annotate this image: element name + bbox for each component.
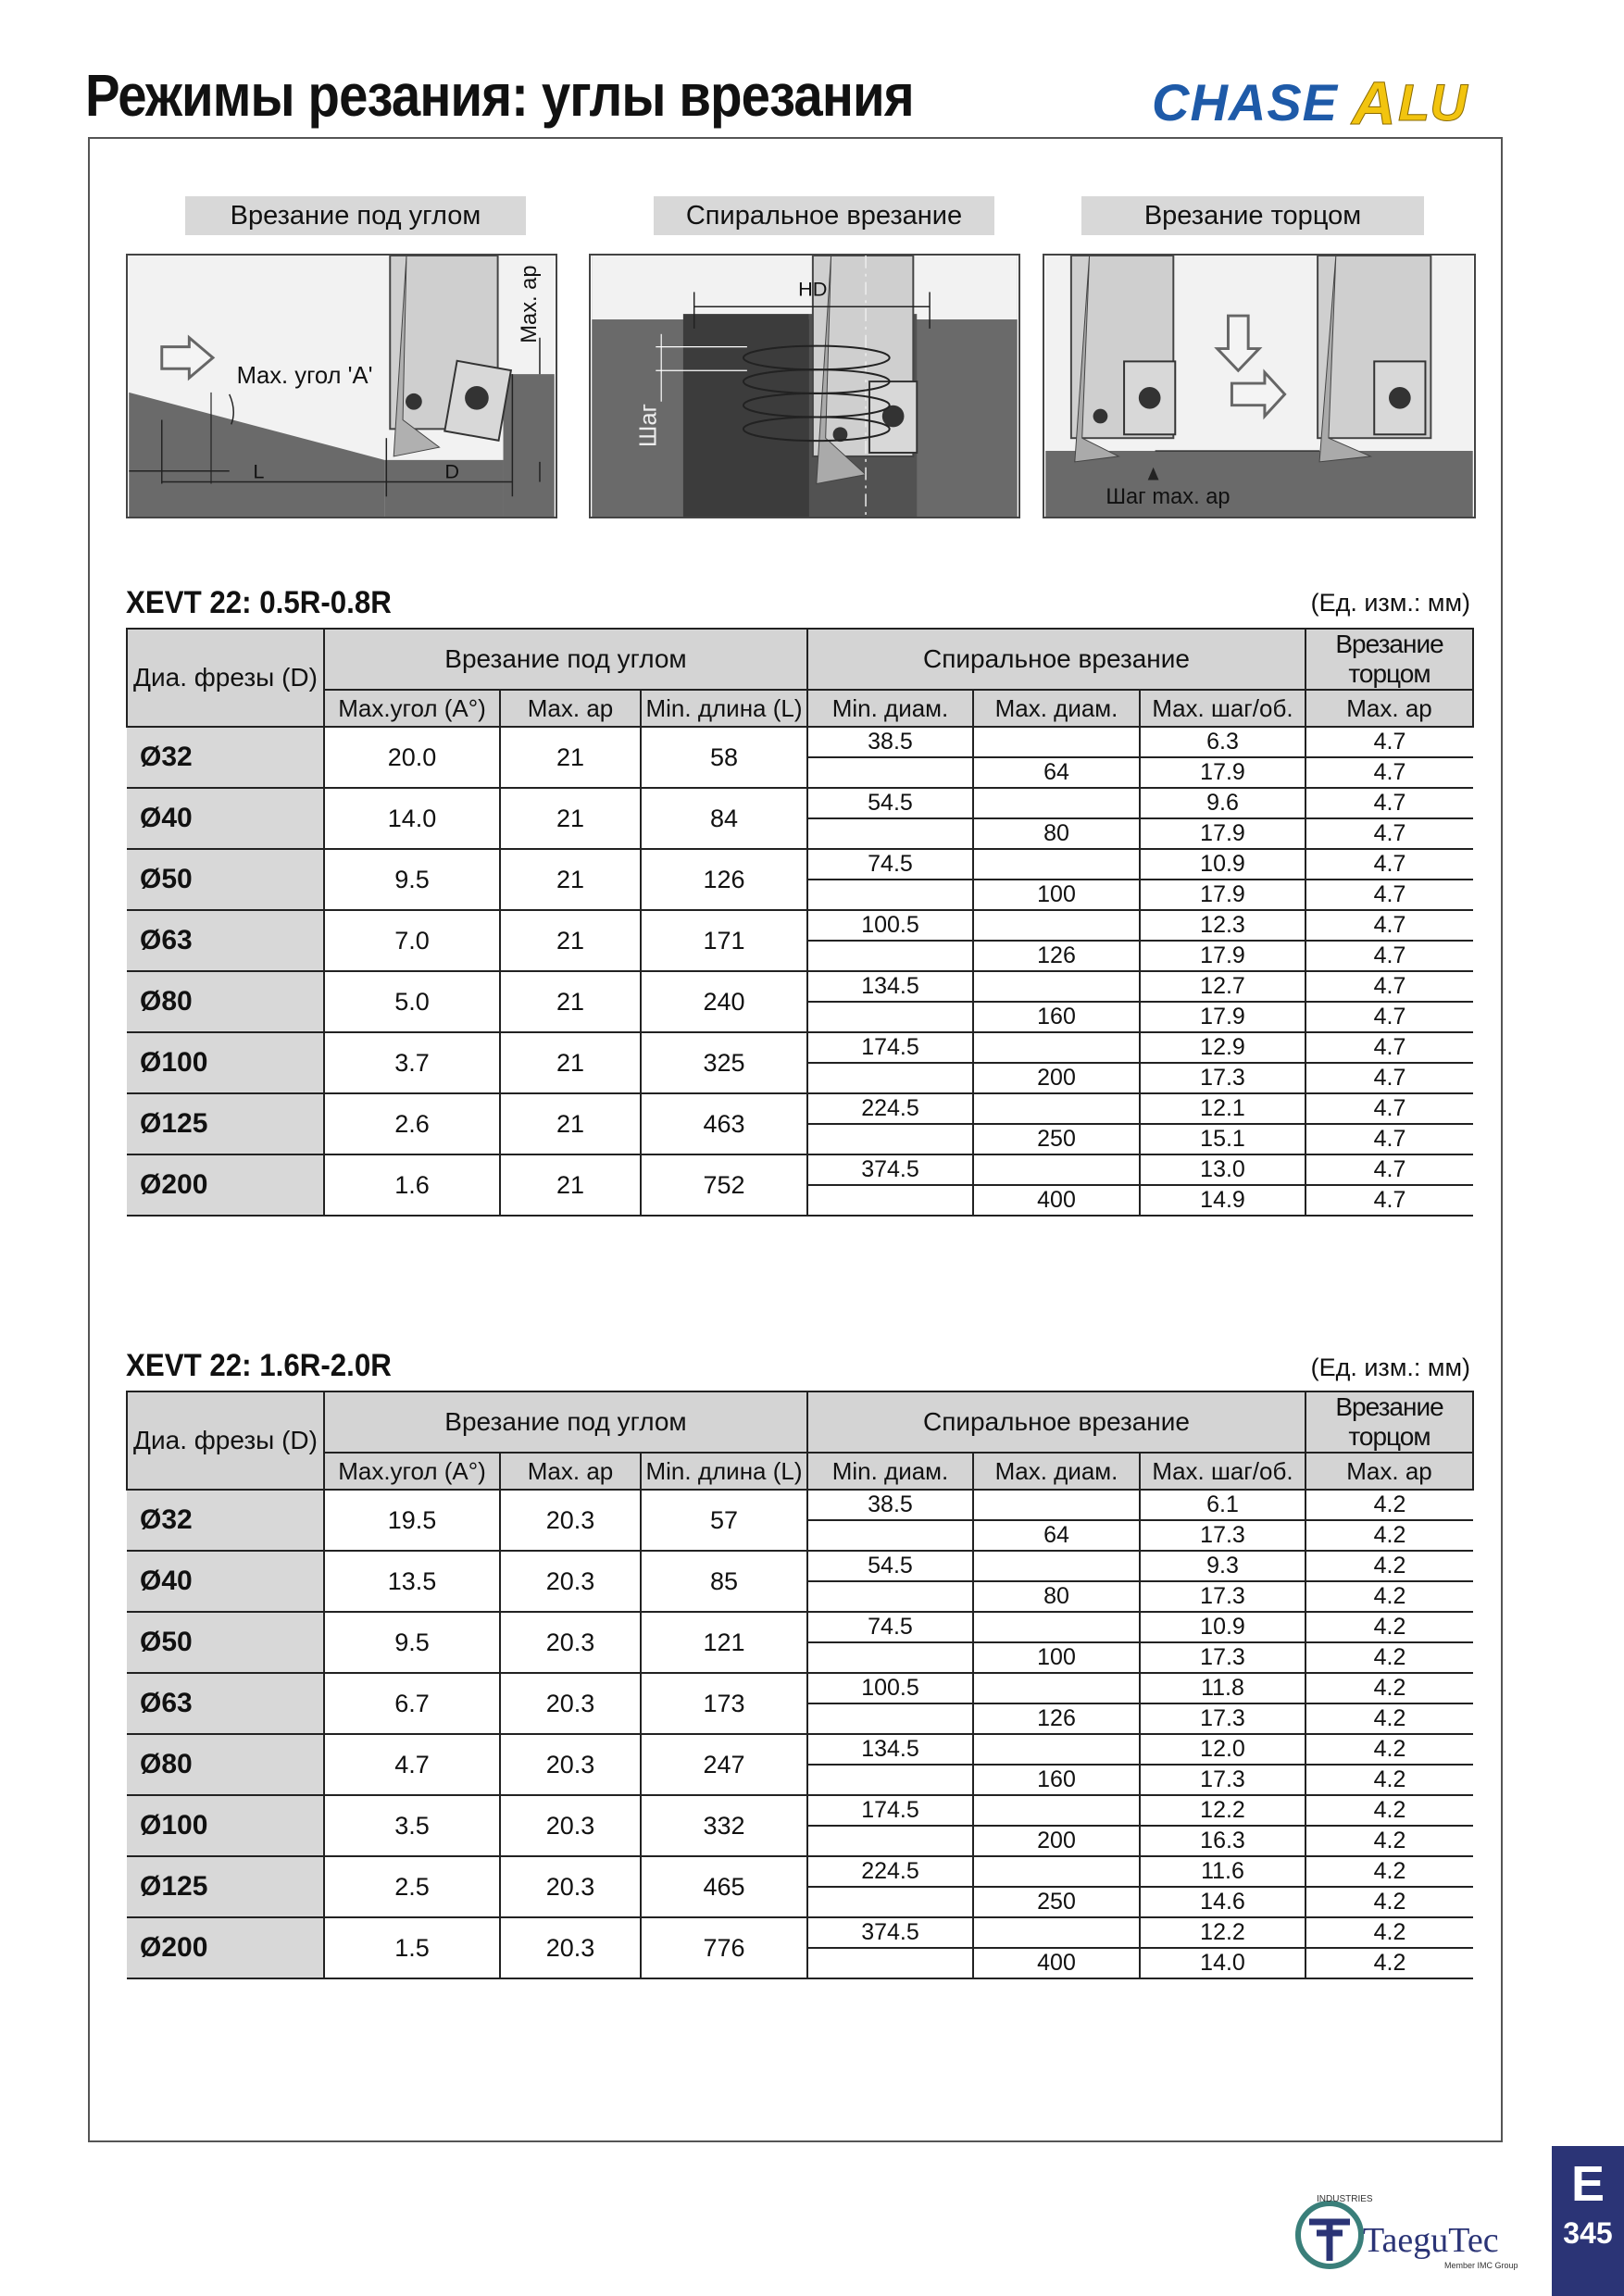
cell-max-step: 6.1 — [1140, 1490, 1305, 1520]
plunge-diagram — [1043, 254, 1476, 518]
header-group-angle: Врезание под углом — [324, 1391, 807, 1453]
brand-sub: Member IMC Group — [1444, 2261, 1518, 2270]
cell-plunge-ap: 4.7 — [1305, 1093, 1473, 1124]
caption-ramping: Врезание под углом — [185, 196, 526, 235]
table-row — [127, 1612, 1473, 1642]
cell-max-dia: 250 — [973, 1887, 1140, 1917]
cell-max-step: 17.3 — [1140, 1063, 1305, 1093]
caption-helical: Спиральное врезание — [654, 196, 994, 235]
cell-min-dia-empty — [807, 1002, 973, 1032]
cell-plunge-ap: 4.7 — [1305, 788, 1473, 818]
header-min-length: Min. длина (L) — [641, 1453, 807, 1490]
cell-max-step: 12.1 — [1140, 1093, 1305, 1124]
chasealu-logo — [1146, 69, 1498, 135]
cell-max-dia: 400 — [973, 1948, 1140, 1978]
cell-max-ap: 20.3 — [500, 1551, 641, 1612]
svg-text:A: A — [1352, 69, 1396, 135]
cell-plunge-ap: 4.7 — [1305, 1154, 1473, 1185]
cell-min-dia-empty — [807, 1703, 973, 1734]
cell-max-dia: 64 — [973, 1520, 1140, 1551]
cell-plunge-ap: 4.2 — [1305, 1642, 1473, 1673]
cell-diameter: Ø50 — [127, 849, 324, 910]
cell-plunge-ap: 4.2 — [1305, 1673, 1473, 1703]
cell-max-angle: 7.0 — [324, 910, 500, 971]
header-group-helical: Спиральное врезание — [807, 1391, 1305, 1453]
header-plunge-max-ap: Max. ap — [1305, 1453, 1473, 1490]
cell-max-dia: 250 — [973, 1124, 1140, 1154]
cell-plunge-ap: 4.7 — [1305, 1185, 1473, 1216]
cell-max-angle: 1.6 — [324, 1154, 500, 1216]
header-dia: Диа. фрезы (D) — [127, 629, 324, 727]
cell-max-step: 17.3 — [1140, 1642, 1305, 1673]
cell-max-ap: 21 — [500, 1032, 641, 1093]
cell-plunge-ap: 4.7 — [1305, 1002, 1473, 1032]
header-group-plunge: Врезание торцом — [1305, 1391, 1473, 1453]
cell-max-dia: 100 — [973, 880, 1140, 910]
cell-max-dia: 400 — [973, 1185, 1140, 1216]
header-max-dia: Max. диам. — [973, 1453, 1140, 1490]
cell-max-dia-empty — [973, 1734, 1140, 1765]
cell-max-step: 12.9 — [1140, 1032, 1305, 1063]
cell-max-dia: 126 — [973, 1703, 1140, 1734]
cell-max-angle: 2.5 — [324, 1856, 500, 1917]
cell-min-dia: 224.5 — [807, 1856, 973, 1887]
cell-max-dia-empty — [973, 1551, 1140, 1581]
cell-max-step: 16.3 — [1140, 1826, 1305, 1856]
label-L: L — [253, 459, 265, 483]
cell-max-ap: 21 — [500, 1154, 641, 1216]
cell-max-step: 12.0 — [1140, 1734, 1305, 1765]
cell-max-angle: 20.0 — [324, 727, 500, 788]
cell-plunge-ap: 4.7 — [1305, 727, 1473, 757]
cell-min-dia: 134.5 — [807, 971, 973, 1002]
cell-max-step: 10.9 — [1140, 1612, 1305, 1642]
cell-max-angle: 19.5 — [324, 1490, 500, 1551]
section-tab — [1552, 2146, 1624, 2296]
cell-min-dia: 38.5 — [807, 727, 973, 757]
taegutec-logo — [1289, 2187, 1520, 2276]
cell-plunge-ap: 4.2 — [1305, 1490, 1473, 1520]
table-row — [127, 1032, 1473, 1063]
cell-min-length: 247 — [641, 1734, 807, 1795]
cell-diameter: Ø125 — [127, 1093, 324, 1154]
cell-max-dia-empty — [973, 1490, 1140, 1520]
cell-diameter: Ø32 — [127, 727, 324, 788]
table-row — [127, 1917, 1473, 1948]
cell-max-step: 6.3 — [1140, 727, 1305, 757]
cell-max-step: 14.9 — [1140, 1185, 1305, 1216]
cell-plunge-ap: 4.2 — [1305, 1826, 1473, 1856]
table-row — [127, 788, 1473, 818]
cutting-data-table-1 — [126, 628, 1474, 1217]
cell-max-step: 17.9 — [1140, 757, 1305, 788]
header-max-ap: Max. ap — [500, 1453, 641, 1490]
cell-min-dia: 174.5 — [807, 1795, 973, 1826]
table-row — [127, 1154, 1473, 1185]
header-dia: Диа. фрезы (D) — [127, 1391, 324, 1490]
cell-min-dia-empty — [807, 1520, 973, 1551]
cell-max-ap: 21 — [500, 971, 641, 1032]
cell-max-ap: 20.3 — [500, 1490, 641, 1551]
cell-plunge-ap: 4.2 — [1305, 1795, 1473, 1826]
cell-max-dia-empty — [973, 1856, 1140, 1887]
cell-min-dia-empty — [807, 1063, 973, 1093]
table-row — [127, 849, 1473, 880]
cell-max-angle: 5.0 — [324, 971, 500, 1032]
cell-diameter: Ø50 — [127, 1612, 324, 1673]
cell-min-dia: 54.5 — [807, 788, 973, 818]
cell-min-dia: 374.5 — [807, 1154, 973, 1185]
cell-max-angle: 2.6 — [324, 1093, 500, 1154]
brand-name: TaeguTec — [1363, 2221, 1499, 2260]
cell-max-dia: 64 — [973, 757, 1140, 788]
cell-max-angle: 4.7 — [324, 1734, 500, 1795]
header-min-length: Min. длина (L) — [641, 690, 807, 727]
cell-plunge-ap: 4.2 — [1305, 1856, 1473, 1887]
cell-min-dia-empty — [807, 1887, 973, 1917]
header-max-angle: Max.угол (A°) — [324, 1453, 500, 1490]
header-max-step: Max. шаг/об. — [1140, 690, 1305, 727]
cell-max-ap: 21 — [500, 788, 641, 849]
cell-min-length: 776 — [641, 1917, 807, 1978]
cell-max-step: 17.3 — [1140, 1703, 1305, 1734]
table-row — [127, 1673, 1473, 1703]
cell-max-dia-empty — [973, 1612, 1140, 1642]
cell-max-step: 17.3 — [1140, 1581, 1305, 1612]
cell-plunge-ap: 4.2 — [1305, 1948, 1473, 1978]
table-row — [127, 971, 1473, 1002]
cell-max-ap: 20.3 — [500, 1612, 641, 1673]
header-min-dia: Min. диам. — [807, 1453, 973, 1490]
cell-max-dia-empty — [973, 1673, 1140, 1703]
cell-diameter: Ø32 — [127, 1490, 324, 1551]
cell-max-dia: 160 — [973, 1002, 1140, 1032]
cell-min-length: 465 — [641, 1856, 807, 1917]
cell-max-dia: 80 — [973, 1581, 1140, 1612]
cell-plunge-ap: 4.2 — [1305, 1520, 1473, 1551]
cell-max-ap: 20.3 — [500, 1673, 641, 1734]
brand-ring-text: INDUSTRIES — [1317, 2194, 1373, 2204]
cell-min-dia: 134.5 — [807, 1734, 973, 1765]
header-group-plunge: Врезание торцом — [1305, 629, 1473, 690]
cell-diameter: Ø80 — [127, 1734, 324, 1795]
cell-max-step: 17.9 — [1140, 880, 1305, 910]
cell-max-step: 11.6 — [1140, 1856, 1305, 1887]
cell-max-dia-empty — [973, 1093, 1140, 1124]
cell-max-dia-empty — [973, 788, 1140, 818]
cell-min-dia: 100.5 — [807, 910, 973, 941]
cell-max-step: 9.6 — [1140, 788, 1305, 818]
table-row — [127, 1856, 1473, 1887]
table1-unit: (Ед. изм.: мм) — [1310, 589, 1470, 617]
label-max-ap: Max. ap — [518, 265, 543, 343]
cell-plunge-ap: 4.7 — [1305, 1124, 1473, 1154]
cell-plunge-ap: 4.2 — [1305, 1612, 1473, 1642]
cell-max-angle: 14.0 — [324, 788, 500, 849]
cell-max-dia: 200 — [973, 1826, 1140, 1856]
cell-min-dia: 38.5 — [807, 1490, 973, 1520]
svg-text:LU: LU — [1398, 73, 1468, 131]
cell-min-length: 85 — [641, 1551, 807, 1612]
cell-max-ap: 21 — [500, 727, 641, 788]
cell-min-dia: 74.5 — [807, 1612, 973, 1642]
header-group-helical: Спиральное врезание — [807, 629, 1305, 690]
cell-plunge-ap: 4.7 — [1305, 971, 1473, 1002]
cell-min-dia-empty — [807, 880, 973, 910]
cell-max-step: 9.3 — [1140, 1551, 1305, 1581]
label-step-max-ap: Шаг max. ap — [1106, 485, 1230, 510]
cell-max-ap: 21 — [500, 849, 641, 910]
cell-max-dia: 100 — [973, 1642, 1140, 1673]
cell-min-dia-empty — [807, 818, 973, 849]
cell-max-step: 12.2 — [1140, 1795, 1305, 1826]
table-row — [127, 1551, 1473, 1581]
cell-plunge-ap: 4.2 — [1305, 1703, 1473, 1734]
cell-max-step: 11.8 — [1140, 1673, 1305, 1703]
cell-max-ap: 20.3 — [500, 1917, 641, 1978]
cell-min-dia: 224.5 — [807, 1093, 973, 1124]
cell-max-dia-empty — [973, 727, 1140, 757]
cell-min-dia-empty — [807, 1948, 973, 1978]
cell-max-dia-empty — [973, 1154, 1140, 1185]
header-min-dia: Min. диам. — [807, 690, 973, 727]
cell-max-ap: 20.3 — [500, 1734, 641, 1795]
label-max-angle: Max. угол 'A' — [236, 363, 373, 390]
cell-diameter: Ø200 — [127, 1154, 324, 1216]
cell-min-dia: 374.5 — [807, 1917, 973, 1948]
cell-plunge-ap: 4.2 — [1305, 1917, 1473, 1948]
cell-max-step: 17.9 — [1140, 818, 1305, 849]
helical-diagram — [589, 254, 1020, 518]
ramping-diagram — [126, 254, 557, 518]
cell-min-dia: 100.5 — [807, 1673, 973, 1703]
cell-plunge-ap: 4.2 — [1305, 1765, 1473, 1795]
svg-text:CHASE: CHASE — [1152, 73, 1339, 131]
cell-max-dia: 126 — [973, 941, 1140, 971]
cell-min-length: 463 — [641, 1093, 807, 1154]
cell-max-angle: 13.5 — [324, 1551, 500, 1612]
table-row — [127, 1734, 1473, 1765]
table1-title: XEVT 22: 0.5R-0.8R — [126, 585, 392, 620]
cell-plunge-ap: 4.7 — [1305, 910, 1473, 941]
cell-max-ap: 20.3 — [500, 1795, 641, 1856]
cell-max-step: 17.9 — [1140, 1002, 1305, 1032]
cell-max-step: 14.0 — [1140, 1948, 1305, 1978]
cell-min-dia-empty — [807, 1124, 973, 1154]
cell-max-dia: 80 — [973, 818, 1140, 849]
page-number: 345 — [1563, 2216, 1613, 2250]
cell-plunge-ap: 4.2 — [1305, 1551, 1473, 1581]
cell-min-length: 332 — [641, 1795, 807, 1856]
cell-min-dia-empty — [807, 941, 973, 971]
cell-max-step: 13.0 — [1140, 1154, 1305, 1185]
cell-min-dia-empty — [807, 1185, 973, 1216]
label-D: D — [444, 459, 460, 483]
cell-min-dia-empty — [807, 757, 973, 788]
cell-diameter: Ø125 — [127, 1856, 324, 1917]
cell-min-length: 58 — [641, 727, 807, 788]
cell-min-length: 752 — [641, 1154, 807, 1216]
cell-min-length: 325 — [641, 1032, 807, 1093]
header-max-step: Max. шаг/об. — [1140, 1453, 1305, 1490]
cell-max-step: 12.7 — [1140, 971, 1305, 1002]
cell-min-length: 84 — [641, 788, 807, 849]
cell-plunge-ap: 4.2 — [1305, 1887, 1473, 1917]
table2-unit: (Ед. изм.: мм) — [1310, 1354, 1470, 1381]
cell-max-angle: 3.5 — [324, 1795, 500, 1856]
caption-plunge: Врезание торцом — [1081, 196, 1424, 235]
cell-max-step: 10.9 — [1140, 849, 1305, 880]
page-title: Режимы резания: углы врезания — [85, 62, 914, 129]
cell-min-dia-empty — [807, 1642, 973, 1673]
cell-diameter: Ø80 — [127, 971, 324, 1032]
header-max-ap: Max. ap — [500, 690, 641, 727]
cell-max-ap: 20.3 — [500, 1856, 641, 1917]
cell-max-dia-empty — [973, 1032, 1140, 1063]
cell-min-dia-empty — [807, 1581, 973, 1612]
cell-diameter: Ø63 — [127, 910, 324, 971]
header-max-dia: Max. диам. — [973, 690, 1140, 727]
cell-plunge-ap: 4.7 — [1305, 941, 1473, 971]
cutting-data-table-2 — [126, 1391, 1474, 1979]
cell-plunge-ap: 4.2 — [1305, 1581, 1473, 1612]
cell-max-angle: 3.7 — [324, 1032, 500, 1093]
cell-plunge-ap: 4.7 — [1305, 1063, 1473, 1093]
cell-max-dia-empty — [973, 1917, 1140, 1948]
cell-plunge-ap: 4.7 — [1305, 849, 1473, 880]
cell-min-length: 240 — [641, 971, 807, 1032]
section-letter: E — [1570, 2156, 1605, 2212]
cell-min-dia: 54.5 — [807, 1551, 973, 1581]
cell-plunge-ap: 4.7 — [1305, 818, 1473, 849]
cell-min-dia-empty — [807, 1826, 973, 1856]
cell-max-angle: 1.5 — [324, 1917, 500, 1978]
cell-max-ap: 21 — [500, 910, 641, 971]
cell-min-length: 171 — [641, 910, 807, 971]
cell-max-step: 17.9 — [1140, 941, 1305, 971]
cell-diameter: Ø200 — [127, 1917, 324, 1978]
cell-diameter: Ø63 — [127, 1673, 324, 1734]
cell-max-step: 12.3 — [1140, 910, 1305, 941]
cell-diameter: Ø40 — [127, 788, 324, 849]
cell-max-dia-empty — [973, 849, 1140, 880]
cell-max-angle: 9.5 — [324, 849, 500, 910]
cell-max-step: 15.1 — [1140, 1124, 1305, 1154]
cell-diameter: Ø100 — [127, 1032, 324, 1093]
label-HD: HD — [798, 277, 828, 301]
header-group-angle: Врезание под углом — [324, 629, 807, 690]
cell-max-dia: 160 — [973, 1765, 1140, 1795]
cell-max-dia: 200 — [973, 1063, 1140, 1093]
cell-plunge-ap: 4.7 — [1305, 757, 1473, 788]
cell-max-angle: 9.5 — [324, 1612, 500, 1673]
cell-min-length: 173 — [641, 1673, 807, 1734]
table-row — [127, 1490, 1473, 1520]
cell-min-length: 57 — [641, 1490, 807, 1551]
header-plunge-max-ap: Max. ap — [1305, 690, 1473, 727]
header-max-angle: Max.угол (A°) — [324, 690, 500, 727]
cell-max-dia-empty — [973, 910, 1140, 941]
cell-max-step: 17.3 — [1140, 1520, 1305, 1551]
table-row — [127, 727, 1473, 757]
cell-min-dia: 174.5 — [807, 1032, 973, 1063]
cell-max-ap: 21 — [500, 1093, 641, 1154]
cell-min-length: 126 — [641, 849, 807, 910]
label-step: Шаг — [635, 403, 662, 448]
cell-plunge-ap: 4.2 — [1305, 1734, 1473, 1765]
cell-max-angle: 6.7 — [324, 1673, 500, 1734]
cell-plunge-ap: 4.7 — [1305, 880, 1473, 910]
cell-diameter: Ø100 — [127, 1795, 324, 1856]
cell-max-dia-empty — [973, 971, 1140, 1002]
cell-diameter: Ø40 — [127, 1551, 324, 1612]
cell-min-length: 121 — [641, 1612, 807, 1673]
table-row — [127, 1795, 1473, 1826]
table2-title: XEVT 22: 1.6R-2.0R — [126, 1348, 392, 1383]
cell-max-step: 14.6 — [1140, 1887, 1305, 1917]
table-row — [127, 1093, 1473, 1124]
table-row — [127, 910, 1473, 941]
cell-plunge-ap: 4.7 — [1305, 1032, 1473, 1063]
cell-min-dia-empty — [807, 1765, 973, 1795]
cell-min-dia: 74.5 — [807, 849, 973, 880]
cell-max-dia-empty — [973, 1795, 1140, 1826]
cell-max-step: 17.3 — [1140, 1765, 1305, 1795]
cell-max-step: 12.2 — [1140, 1917, 1305, 1948]
